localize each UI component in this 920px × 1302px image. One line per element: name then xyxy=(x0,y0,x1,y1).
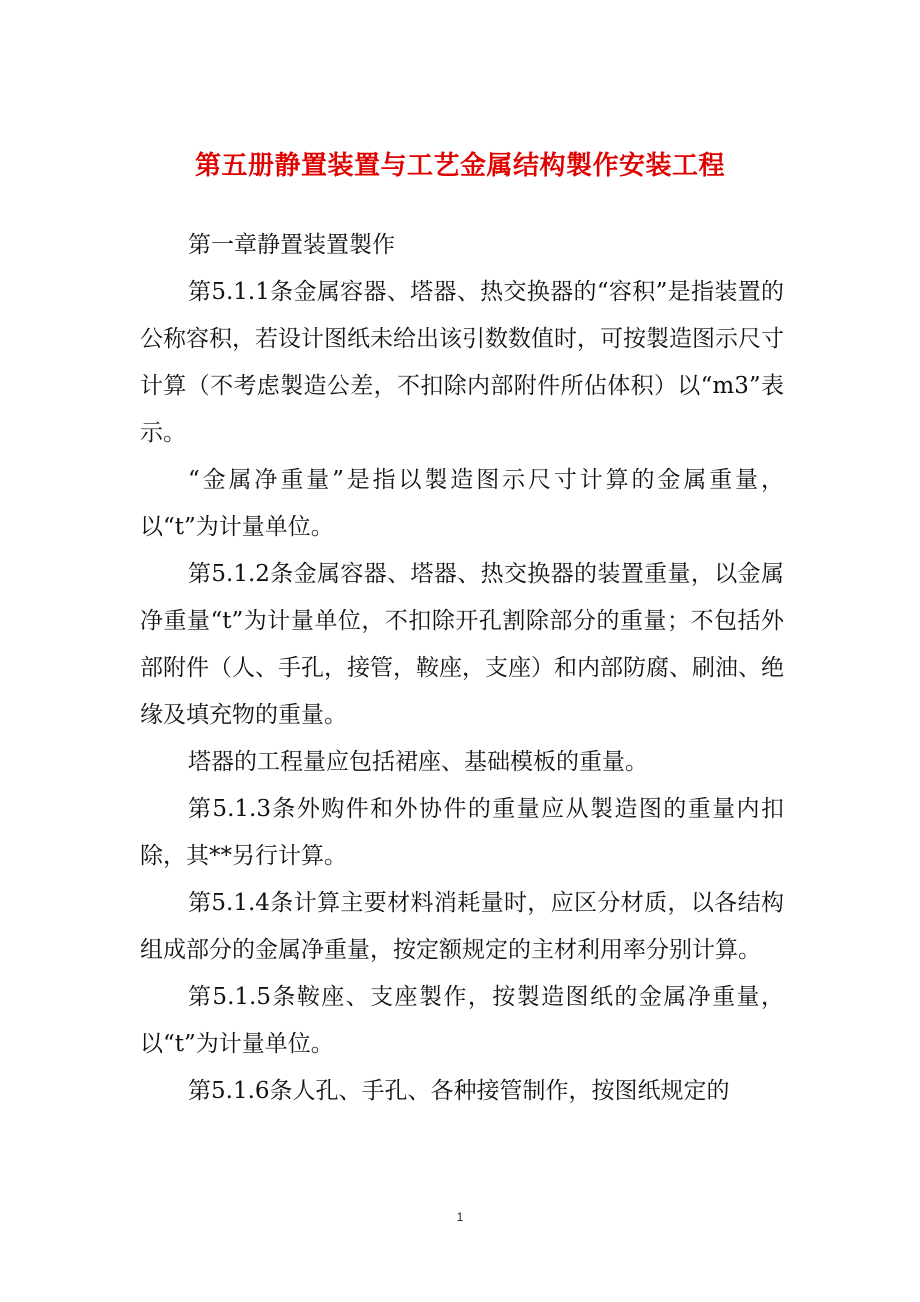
paragraph-article-5-1-4: 第5.1.4条计算主要材料消耗量时，应区分材质，以各结构组成部分的金属净重量，按定额规定的主材利用率分别计算。 xyxy=(140,890,784,963)
paragraph-tower-quantity: 塔器的工程量应包括裙座、基础模板的重量。 xyxy=(188,749,648,775)
paragraph-article-5-1-6: 第5.1.6条人孔、手孔、各种接管制作，按图纸规定的 xyxy=(188,1078,730,1104)
paragraph-article-5-1-3: 第5.1.3条外购件和外协件的重量应从製造图的重量内扣除，其**另行计算。 xyxy=(140,796,784,869)
paragraph-chapter-heading: 第一章静置装置製作 xyxy=(188,232,395,258)
paragraph-net-weight-definition: “金属净重量”是指以製造图示尺寸计算的金属重量，以“t”为计量单位。 xyxy=(140,467,784,540)
document-title: 第五册静置装置与工艺金属结构製作安装工程 xyxy=(194,151,725,181)
paragraph-article-5-1-1: 第5.1.1条金属容器、塔器、热交换器的“容积”是指装置的公称容积，若设计图纸未给出该引数数值时，可按製造图示尺寸计算（不考虑製造公差，不扣除内部附件所佔体积）以“m3”表示。 xyxy=(140,279,784,446)
paragraph-article-5-1-2: 第5.1.2条金属容器、塔器、热交换器的装置重量，以金属净重量“t”为计量单位，不扣除开孔割除部分的重量；不包括外部附件（人、手孔，接管，鞍座，支座）和内部防腐、刷油、绝缘及填充物的重量。 xyxy=(140,561,784,728)
paragraph-article-5-1-5: 第5.1.5条鞍座、支座製作，按製造图纸的金属净重量，以“t”为计量单位。 xyxy=(140,984,784,1057)
page-number: 1 xyxy=(456,1210,464,1224)
document-body xyxy=(140,222,784,1115)
